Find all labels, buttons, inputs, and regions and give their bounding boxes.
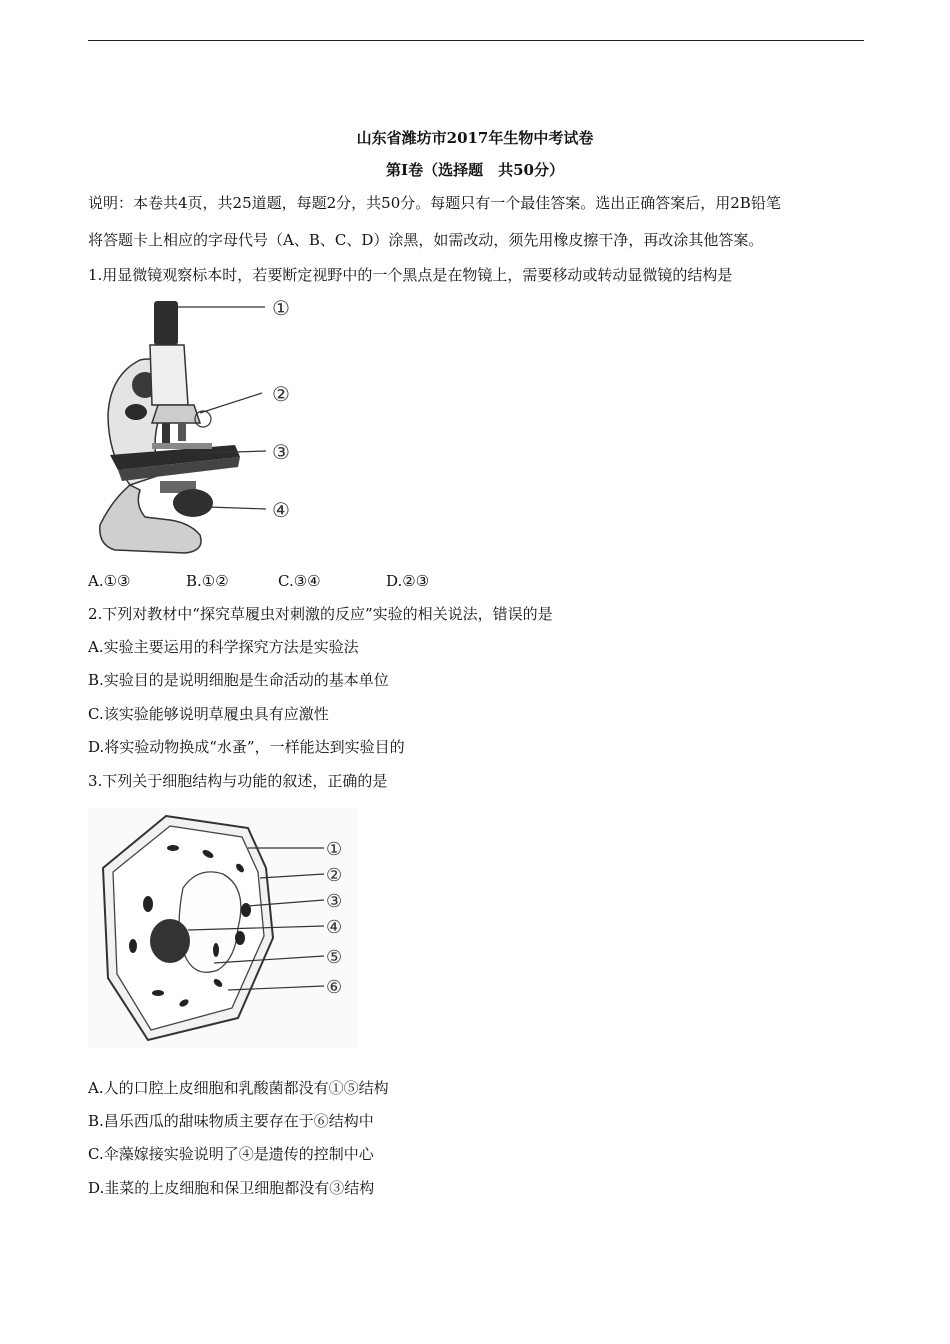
question-2-option-a: A.实验主要运用的科学探究方法是实验法 [88,638,359,656]
microscope-label-4: ④ [272,498,290,522]
microscope-label-2: ② [272,382,290,406]
microscope-label-3: ③ [272,440,290,464]
question-3-option-d: D.韭菜的上皮细胞和保卫细胞都没有③结构 [88,1179,375,1197]
question-1-option-d: D.②③ [386,572,430,590]
instructions-line-1: 说明：本卷共4页，共25道题，每题2分，共50分。每题只有一个最佳答案。选出正确答案后，用2B铅笔 [88,194,781,212]
question-3-option-c: C.伞藻嫁接实验说明了④是遗传的控制中心 [88,1145,374,1163]
question-2-option-d: D.将实验动物换成“水蚤”，一样能达到实验目的 [88,738,405,756]
microscope-figure [90,295,310,560]
cell-label-4: ④ [326,917,343,938]
question-2-stem: 2.下列对教材中“探究草履虫对刺激的反应”实验的相关说法，错误的是 [88,605,553,623]
question-2-option-b: B.实验目的是说明细胞是生命活动的基本单位 [88,671,389,689]
cell-label-3: ③ [326,891,343,912]
question-1-option-b: B.①② [186,572,229,590]
cell-label-1: ① [326,839,343,860]
question-1-option-c: C.③④ [278,572,321,590]
instructions-line-2: 将答题卡上相应的字母代号（A、B、C、D）涂黑，如需改动，须先用橡皮擦干净，再改涂其他答案。 [88,231,764,249]
question-3-stem: 3.下列关于细胞结构与功能的叙述，正确的是 [88,772,388,790]
question-2-option-c: C.该实验能够说明草履虫具有应激性 [88,705,329,723]
cell-label-6: ⑥ [326,977,343,998]
section-title: 第Ⅰ卷（选择题 共50分） [386,161,564,179]
cell-label-2: ② [326,865,343,886]
question-1-option-a: A.①③ [88,572,131,590]
question-3-option-b: B.昌乐西瓜的甜味物质主要存在于⑥结构中 [88,1112,374,1130]
header-rule [88,40,864,41]
plant-cell-figure [88,808,358,1048]
question-1-stem: 1.用显微镜观察标本时，若要断定视野中的一个黑点是在物镜上，需要移动或转动显微镜的结构是 [88,266,733,284]
exam-title: 山东省潍坊市2017年生物中考试卷 [356,129,594,147]
question-3-option-a: A.人的口腔上皮细胞和乳酸菌都没有①⑤结构 [88,1079,389,1097]
microscope-label-1: ① [272,296,290,320]
cell-label-5: ⑤ [326,947,343,968]
